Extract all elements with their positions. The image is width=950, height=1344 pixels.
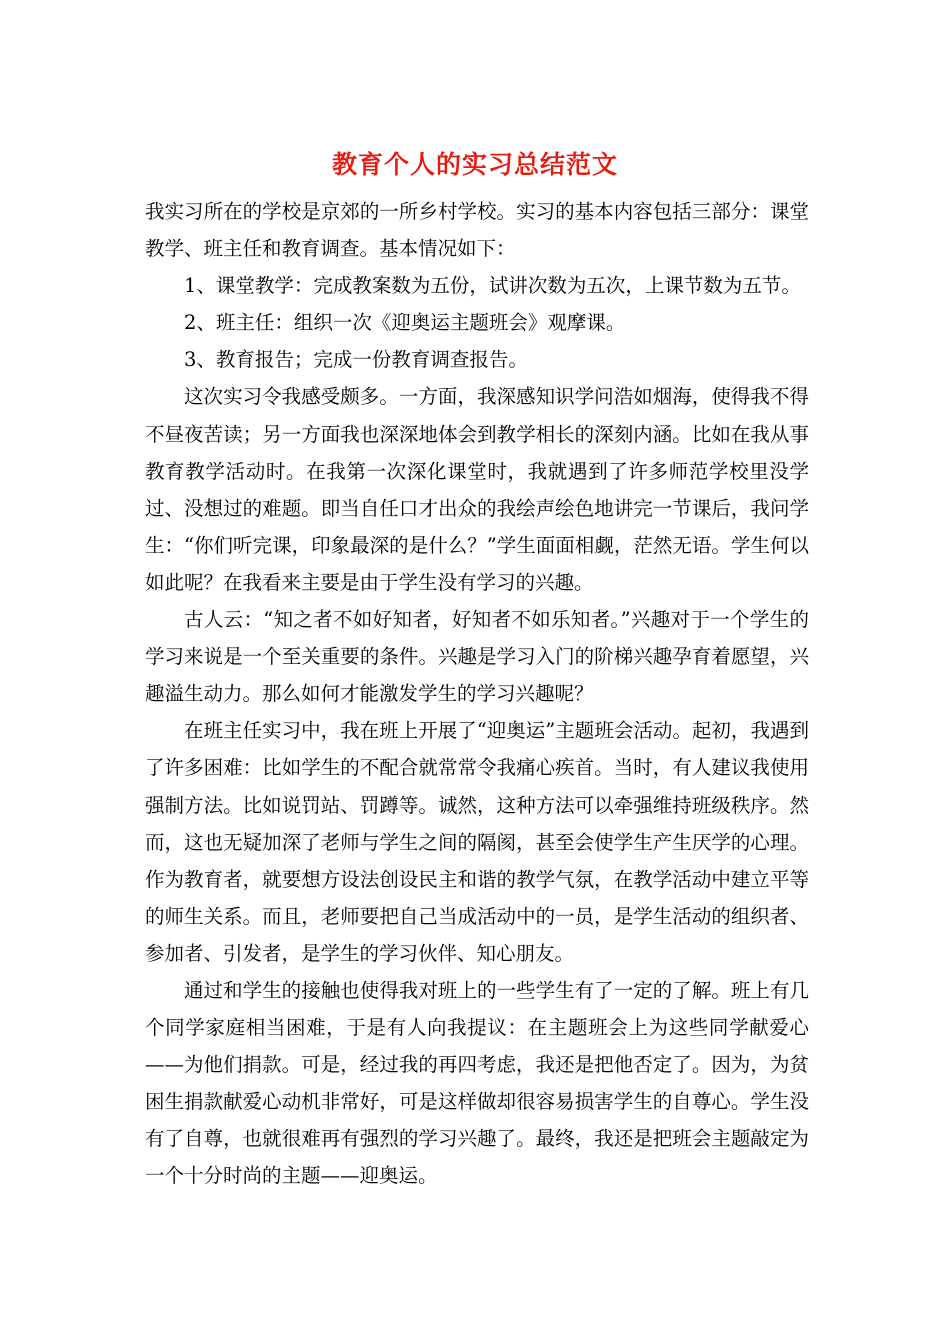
document-body	[145, 193, 809, 1195]
paragraph-intro: 我实习所在的学校是京郊的一所乡村学校。实习的基本内容包括三部分：课堂教学、班主任和教育调查。基本情况如下：	[145, 200, 809, 261]
document-title: 教育个人的实习总结范文	[331, 150, 618, 179]
paragraph-interest: 古人云：“知之者不如好知者，好知者不如乐知者。”兴趣对于一个学生的学习来说是一个至关重要的条件。兴趣是学习入门的阶梯兴趣孕育着愿望，兴趣溢生动力。那么如何才能激发学生的学习兴趣呢？	[145, 608, 809, 706]
paragraph-students: 通过和学生的接触也使得我对班上的一些学生有了一定的了解。班上有几个同学家庭相当困难，于是有人向我提议：在主题班会上为这些同学献爱心——为他们捐款。可是，经过我的再四考虑，我还是把他否定了。因为，为贫困生捐款献爱心动机非常好，可是这样做却很容易损害学生的自尊心。学生没有了自尊，也就很难再有强烈的学习兴趣了。最终，我还是把班会主题敲定为一个十分时尚的主题——迎奥运。	[145, 978, 809, 1188]
paragraph-item-3: 3、教育报告；完成一份教育调查报告。	[184, 348, 528, 372]
paragraph-item-1: 1、课堂教学：完成教案数为五份，试讲次数为五次，上课节数为五节。	[184, 274, 801, 298]
paragraph-item-2: 2、班主任：组织一次《迎奥运主题班会》观摩课。	[184, 311, 626, 335]
paragraph-reflection: 这次实习令我感受颇多。一方面，我深感知识学问浩如烟海，使得我不得不昼夜苦读；另一方面我也深深地体会到教学相长的深刻内涵。比如在我从事教育教学活动时。在我第一次深化课堂时，我就遇到了许多师范学校里没学过、没想过的难题。即当自任口才出众的我绘声绘色地讲完一节课后，我问学生：“你们听完课，印象最深的是什么？”学生面面相觑，茫然无语。学生何以如此呢？在我看来主要是由于学生没有学习的兴趣。	[145, 385, 809, 594]
paragraph-head-teacher: 在班主任实习中，我在班上开展了“迎奥运”主题班会活动。起初，我遇到了许多困难：比如学生的不配合就常常令我痛心疾首。当时，有人建议我使用强制方法。比如说罚站、罚蹲等。诚然，这种方法可以牵强维持班级秩序。然而，这也无疑加深了老师与学生之间的隔阂，甚至会使学生产生厌学的心理。作为教育者，就要想方设法创设民主和谐的教学气氛，在教学活动中建立平等的师生关系。而且，老师要把自己当成活动中的一员，是学生活动的组织者、参加者、引发者，是学生的学习伙伴、知心朋友。	[145, 719, 809, 965]
